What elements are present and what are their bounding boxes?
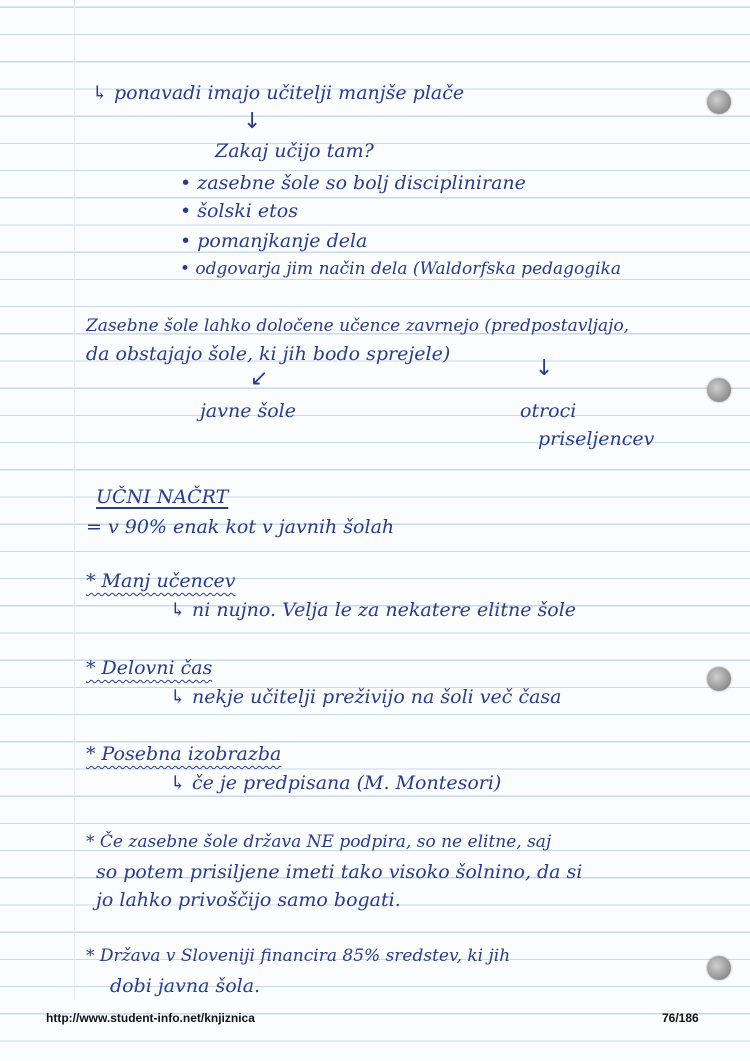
note-line: jo lahko privoščijo samo bogati.	[96, 889, 401, 911]
heading-text: * Posebna izobrazba	[86, 743, 282, 765]
note-line: so potem prisiljene imeti tako visoko šolnino, da si	[96, 861, 583, 883]
heading	[86, 568, 235, 594]
note-line: dobi javna šola.	[110, 975, 261, 997]
note-line: • šolski etos	[180, 200, 298, 222]
binder-hole	[707, 378, 731, 402]
down-left-arrow-icon: ↙	[250, 366, 269, 391]
note-line: * Če zasebne šole država NE podpira, so ne elitne, saj	[86, 832, 552, 852]
note-line: priseljencev	[538, 428, 655, 450]
heading	[86, 741, 281, 767]
note-line: Zakaj učijo tam?	[215, 140, 374, 162]
note-line: ↳ ni nujno. Velja le za nekatere elitne šole	[170, 599, 577, 621]
note-line: Zasebne šole lahko določene učence zavrnejo (predpostavljajo,	[86, 316, 630, 336]
note-line: * Država v Sloveniji financira 85% sredstev, ki jih	[86, 946, 511, 966]
note-line: javne šole	[200, 400, 296, 422]
heading-text: * Manj učencev	[86, 570, 236, 592]
page-number: 76/186	[662, 1011, 699, 1025]
binder-hole	[707, 90, 731, 114]
binder-hole	[707, 956, 731, 980]
heading	[96, 484, 228, 510]
binder-hole	[707, 667, 731, 691]
heading-text: * Delovni čas	[86, 657, 213, 679]
note-line: da obstajajo šole, ki jih bodo sprejele)	[86, 343, 451, 365]
heading	[86, 655, 212, 681]
down-arrow-icon: ↓	[243, 109, 262, 134]
note-line: • zasebne šole so bolj disciplinirane	[180, 172, 526, 194]
note-line: = v 90% enak kot v javnih šolah	[86, 516, 395, 538]
note-line: otroci	[520, 400, 577, 422]
heading-text: UČNI NAČRT	[96, 486, 229, 508]
margin-line	[74, 0, 75, 1000]
note-line: • pomanjkanje dela	[180, 230, 368, 252]
footer-url[interactable]: http://www.student-info.net/knjiznica	[46, 1011, 255, 1025]
note-line: ↳ nekje učitelji preživijo na šoli več časa	[170, 686, 562, 708]
note-line: ↳ ponavadi imajo učitelji manjše plače	[92, 82, 465, 104]
note-line: • odgovarja jim način dela (Waldorfska pedagogika	[180, 259, 622, 279]
down-arrow-icon: ↓	[535, 356, 554, 381]
note-line: ↳ če je predpisana (M. Montesori)	[170, 772, 502, 794]
